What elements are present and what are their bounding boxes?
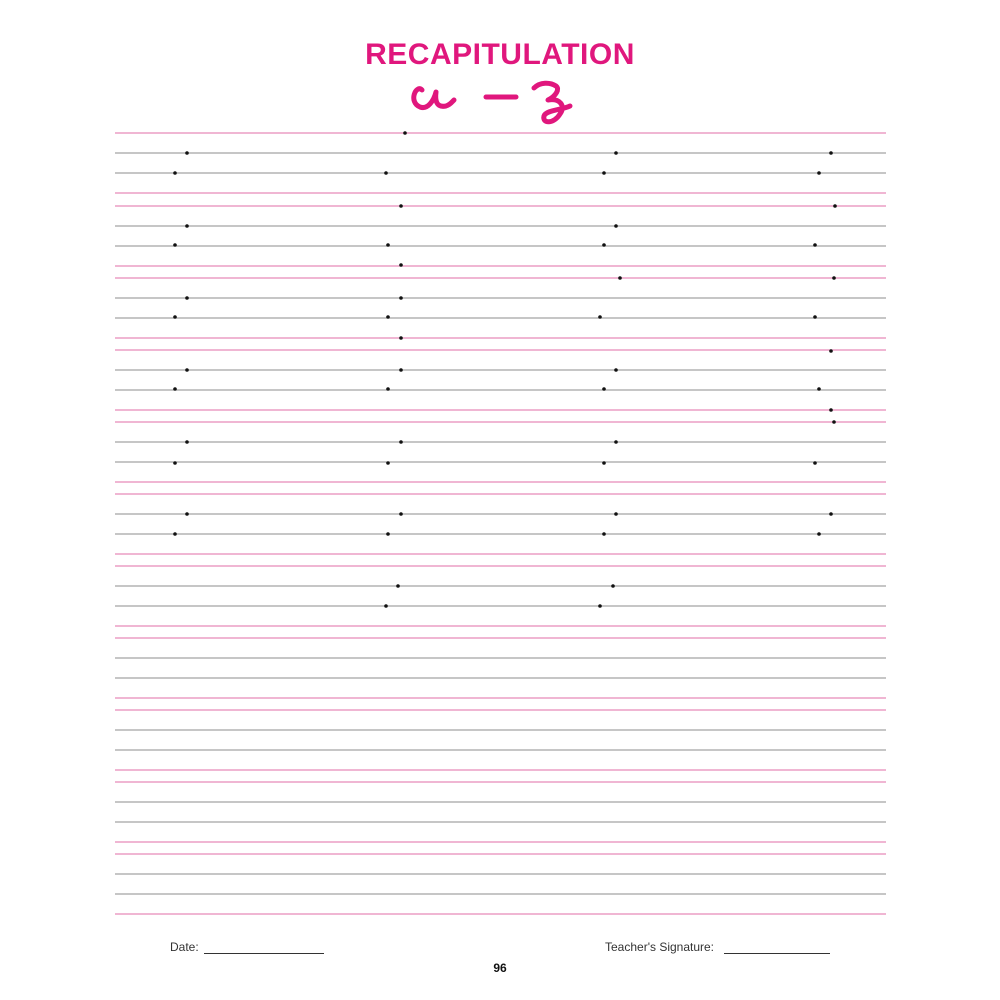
tracing-start-dot (829, 408, 833, 412)
tracing-start-dot (384, 171, 388, 175)
tracing-start-dot (602, 171, 606, 175)
tracing-start-dot (185, 440, 189, 444)
tracing-start-dot (598, 604, 602, 608)
tracing-start-dot (173, 243, 177, 247)
tracing-start-dot (602, 532, 606, 536)
tracing-start-dot (173, 461, 177, 465)
tracing-start-dot (817, 532, 821, 536)
tracing-start-dot (817, 387, 821, 391)
teacher-signature-label: Teacher's Signature: (605, 940, 715, 954)
tracing-start-dot (614, 368, 618, 372)
page-number: 96 (493, 961, 507, 975)
tracing-start-dot (832, 276, 836, 280)
tracing-start-dot (386, 315, 390, 319)
tracing-start-dot (173, 532, 177, 536)
tracing-start-dot (829, 151, 833, 155)
tracing-start-dot (399, 440, 403, 444)
tracing-start-dot (399, 263, 403, 267)
tracing-start-dot (602, 461, 606, 465)
tracing-start-dot (386, 243, 390, 247)
tracing-start-dot (618, 276, 622, 280)
tracing-start-dot (813, 461, 817, 465)
tracing-start-dot (185, 512, 189, 516)
tracing-start-dot (829, 512, 833, 516)
date-label: Date: (170, 940, 199, 954)
tracing-start-dot (614, 512, 618, 516)
tracing-start-dot (399, 512, 403, 516)
tracing-start-dot (386, 387, 390, 391)
page-title: RECAPITULATION (365, 38, 635, 71)
tracing-start-dot (813, 315, 817, 319)
tracing-start-dot (185, 296, 189, 300)
tracing-start-dot (386, 461, 390, 465)
tracing-start-dot (813, 243, 817, 247)
tracing-start-dot (598, 315, 602, 319)
tracing-start-dot (832, 420, 836, 424)
tracing-start-dot (399, 368, 403, 372)
tracing-start-dot (173, 387, 177, 391)
tracing-start-dot (173, 171, 177, 175)
tracing-start-dot (399, 336, 403, 340)
tracing-start-dot (399, 204, 403, 208)
tracing-start-dot (614, 440, 618, 444)
tracing-start-dot (403, 131, 407, 135)
tracing-start-dot (602, 243, 606, 247)
tracing-start-dot (173, 315, 177, 319)
tracing-start-dot (185, 224, 189, 228)
tracing-start-dot (611, 584, 615, 588)
tracing-start-dot (602, 387, 606, 391)
tracing-start-dot (185, 368, 189, 372)
signature-input-line[interactable] (724, 953, 830, 954)
tracing-start-dot (396, 584, 400, 588)
tracing-start-dot (185, 151, 189, 155)
tracing-start-dot (386, 532, 390, 536)
tracing-start-dot (384, 604, 388, 608)
date-input-line[interactable] (204, 953, 324, 954)
tracing-start-dot (614, 224, 618, 228)
tracing-start-dot (399, 296, 403, 300)
tracing-start-dot (614, 151, 618, 155)
tracing-start-dot (817, 171, 821, 175)
tracing-start-dot (829, 349, 833, 353)
tracing-start-dot (833, 204, 837, 208)
